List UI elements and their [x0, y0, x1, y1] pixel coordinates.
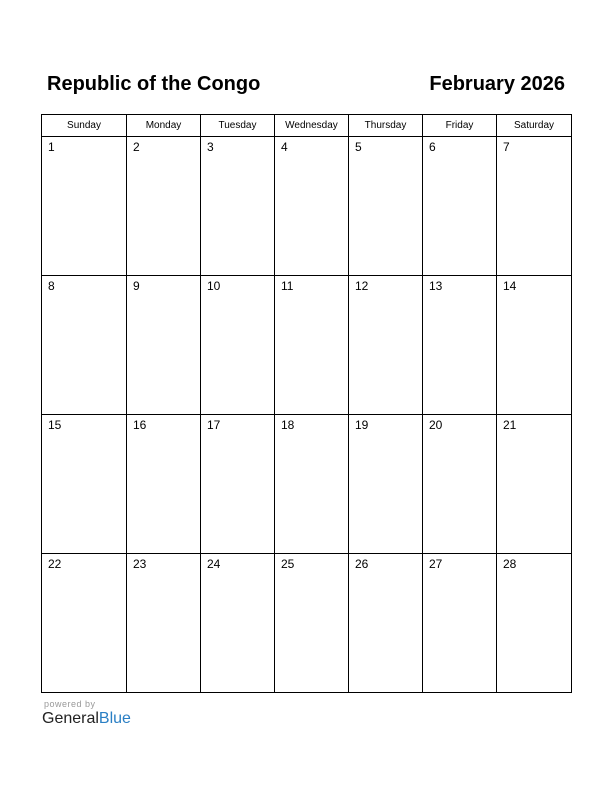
weekday-header-row [42, 115, 572, 137]
day-number: 18 [281, 418, 295, 432]
weekday-wednesday: Wednesday [275, 115, 349, 137]
day-number: 11 [281, 279, 294, 293]
day-number: 5 [355, 140, 362, 154]
week-row [42, 415, 572, 554]
month-calendar-grid [41, 114, 572, 693]
day-cell [42, 137, 127, 276]
day-cell [201, 137, 275, 276]
day-number: 28 [503, 557, 517, 571]
day-cell [201, 415, 275, 554]
day-number: 19 [355, 418, 369, 432]
day-number: 2 [133, 140, 140, 154]
day-cell [497, 137, 572, 276]
day-cell [275, 554, 349, 693]
weekday-thursday: Thursday [349, 115, 423, 137]
day-cell [201, 554, 275, 693]
day-number: 7 [503, 140, 510, 154]
day-cell [275, 137, 349, 276]
day-number: 13 [429, 279, 443, 293]
day-cell [423, 554, 497, 693]
day-cell [127, 137, 201, 276]
day-number: 20 [429, 418, 443, 432]
day-cell [42, 276, 127, 415]
powered-by-label: powered by [44, 699, 96, 709]
day-number: 17 [207, 418, 221, 432]
day-number: 26 [355, 557, 369, 571]
weekday-monday: Monday [127, 115, 201, 137]
brand-blue-text: Blue [98, 710, 131, 727]
day-cell [349, 137, 423, 276]
day-number: 3 [207, 140, 214, 154]
day-cell [349, 276, 423, 415]
day-number: 24 [207, 557, 221, 571]
day-number: 8 [48, 279, 55, 293]
day-number: 25 [281, 557, 295, 571]
weekday-friday: Friday [423, 115, 497, 137]
day-number: 16 [133, 418, 147, 432]
day-cell [423, 137, 497, 276]
day-cell [275, 415, 349, 554]
day-cell [423, 276, 497, 415]
day-number: 22 [48, 557, 62, 571]
day-number: 15 [48, 418, 62, 432]
day-cell [497, 276, 572, 415]
day-cell [275, 276, 349, 415]
generalblue-logo[interactable] [42, 710, 131, 728]
weekday-tuesday: Tuesday [201, 115, 275, 137]
day-number: 1 [48, 140, 55, 154]
day-number: 12 [355, 279, 369, 293]
week-row [42, 276, 572, 415]
day-number: 10 [207, 279, 221, 293]
day-cell [127, 276, 201, 415]
day-number: 21 [503, 418, 517, 432]
day-number: 9 [133, 279, 140, 293]
day-number: 6 [429, 140, 436, 154]
day-cell [201, 276, 275, 415]
day-number: 4 [281, 140, 288, 154]
day-cell [42, 415, 127, 554]
day-cell [497, 415, 572, 554]
day-number: 23 [133, 557, 147, 571]
calendar-country-title: Republic of the Congo [47, 73, 261, 95]
day-cell [497, 554, 572, 693]
day-cell [349, 415, 423, 554]
weekday-sunday: Sunday [42, 115, 127, 137]
weekday-saturday: Saturday [497, 115, 572, 137]
day-cell [423, 415, 497, 554]
week-row [42, 137, 572, 276]
day-cell [349, 554, 423, 693]
brand-general-text: General [42, 710, 99, 727]
week-row [42, 554, 572, 693]
calendar-month-title: February 2026 [429, 73, 565, 95]
day-number: 27 [429, 557, 443, 571]
day-number: 14 [503, 279, 517, 293]
day-cell [42, 554, 127, 693]
day-cell [127, 554, 201, 693]
day-cell [127, 415, 201, 554]
